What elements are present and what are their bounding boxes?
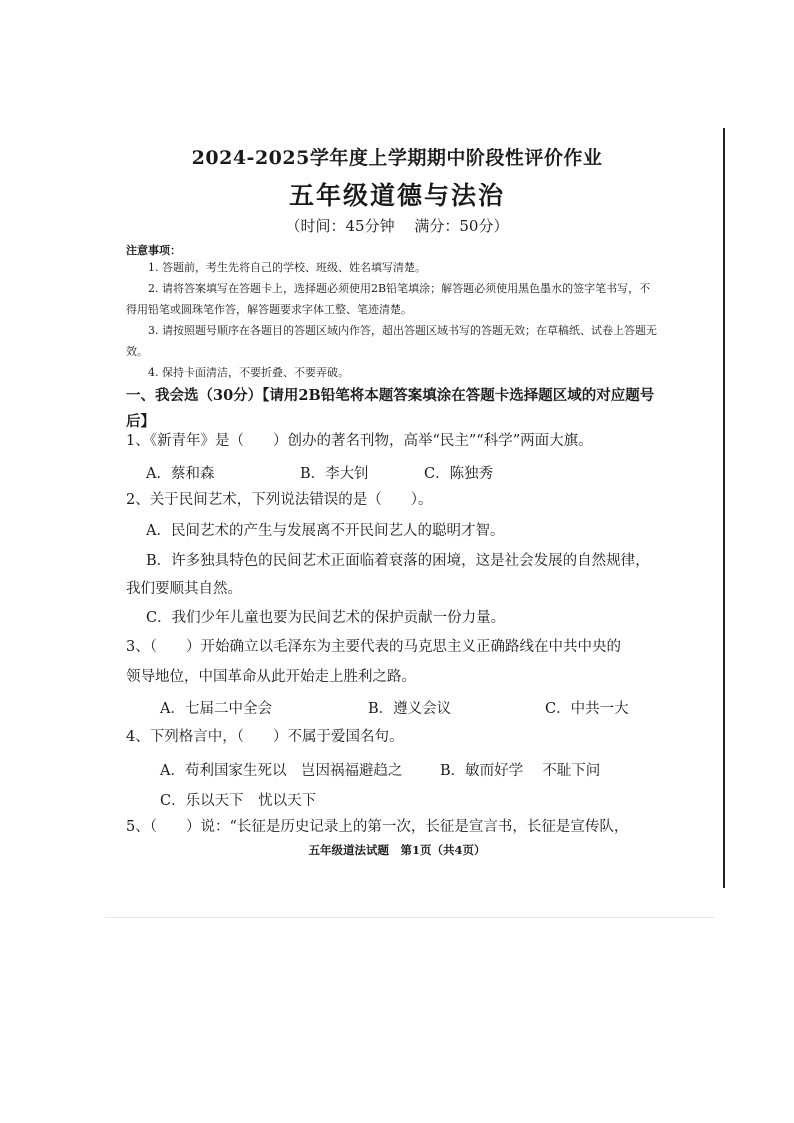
question-1-stem: 1、《新青年》是（ ）创办的著名刊物，高举“民主”“科学”两面大旗。: [126, 433, 593, 449]
question-2-stem: 2、关于民间艺术，下列说法错误的是（ ）。: [126, 492, 433, 508]
question-3-option-b: B．遵义会议: [368, 701, 452, 717]
question-4-stem: 4、下列格言中，（ ）不属于爱国名句。: [126, 729, 404, 745]
question-3-option-a: A．七届二中全会: [160, 701, 272, 717]
notice-item-4: 4. 保持卡面清洁，不要折叠、不要弄破。: [148, 366, 349, 379]
question-4-option-a: A．苟利国家生死以 岂因祸福避趋之: [160, 763, 403, 779]
notice-item-1: 1. 答题前，考生先将自己的学校、班级、姓名填写清楚。: [148, 261, 426, 274]
question-4-option-c: C．乐以天下 忧以天下: [160, 793, 317, 809]
section-heading: 一、我会选（30分）【请用2B铅笔将本题答案填涂在答题卡选择题区域的对应题号后】: [126, 387, 655, 430]
notice-item-3: 3. 请按照题号顺序在各题目的答题区域内作答，超出答题区域书写的答题无效；在草稿纸、试卷上答题无效。: [126, 324, 657, 358]
question-2-option-a: A．民间艺术的产生与发展离不开民间艺人的聪明才智。: [146, 523, 505, 539]
question-1-option-b: B．李大钊: [300, 466, 369, 482]
binding-line: [723, 128, 725, 888]
question-5-stem: 5、（ ）说：“长征是历史记录上的第一次，长征是宣言书，长征是宣传队，: [126, 819, 629, 835]
notice-item-2: 2. 请将答案填写在答题卡上，选择题必须使用2B铅笔填涂；解答题必须使用黑色墨水的签字笔书写，不得用铅笔或圆珠笔作答，解答题要求字体工整、笔迹清楚。: [126, 282, 651, 316]
question-4-option-b: B．敏而好学 不耻下问: [440, 763, 601, 779]
page-footer: 五年级道法试题 第1页（共4页）: [308, 843, 486, 857]
question-1-option-a: A．蔡和森: [146, 466, 215, 482]
notice-list: [126, 257, 660, 383]
exam-title: 2024-2025学年度上学期期中阶段性评价作业: [191, 147, 603, 169]
exam-meta: （时间：45分钟 满分：50分）: [285, 217, 509, 235]
question-3-stem: 3、（ ）开始确立以毛泽东为主要代表的马克思主义正确路线在中共中央的: [126, 639, 621, 655]
question-2-option-b-cont: 我们要顺其自然。: [126, 581, 242, 597]
notice-heading: 注意事项：: [126, 244, 181, 257]
question-3-option-c: C．中共一大: [545, 701, 629, 717]
question-3-stem-cont: 领导地位，中国革命从此开始走上胜利之路。: [126, 669, 416, 685]
question-1-option-c: C．陈独秀: [424, 466, 494, 482]
subject-title: 五年级道德与法治: [288, 181, 505, 210]
question-2-option-b: B．许多独具特色的民间艺术正面临着衰落的困境，这是社会发展的自然规律，: [146, 553, 650, 569]
page-edge-line: [105, 917, 715, 918]
question-2-option-c: C．我们少年儿童也要为民间艺术的保护贡献一份力量。: [146, 610, 506, 626]
